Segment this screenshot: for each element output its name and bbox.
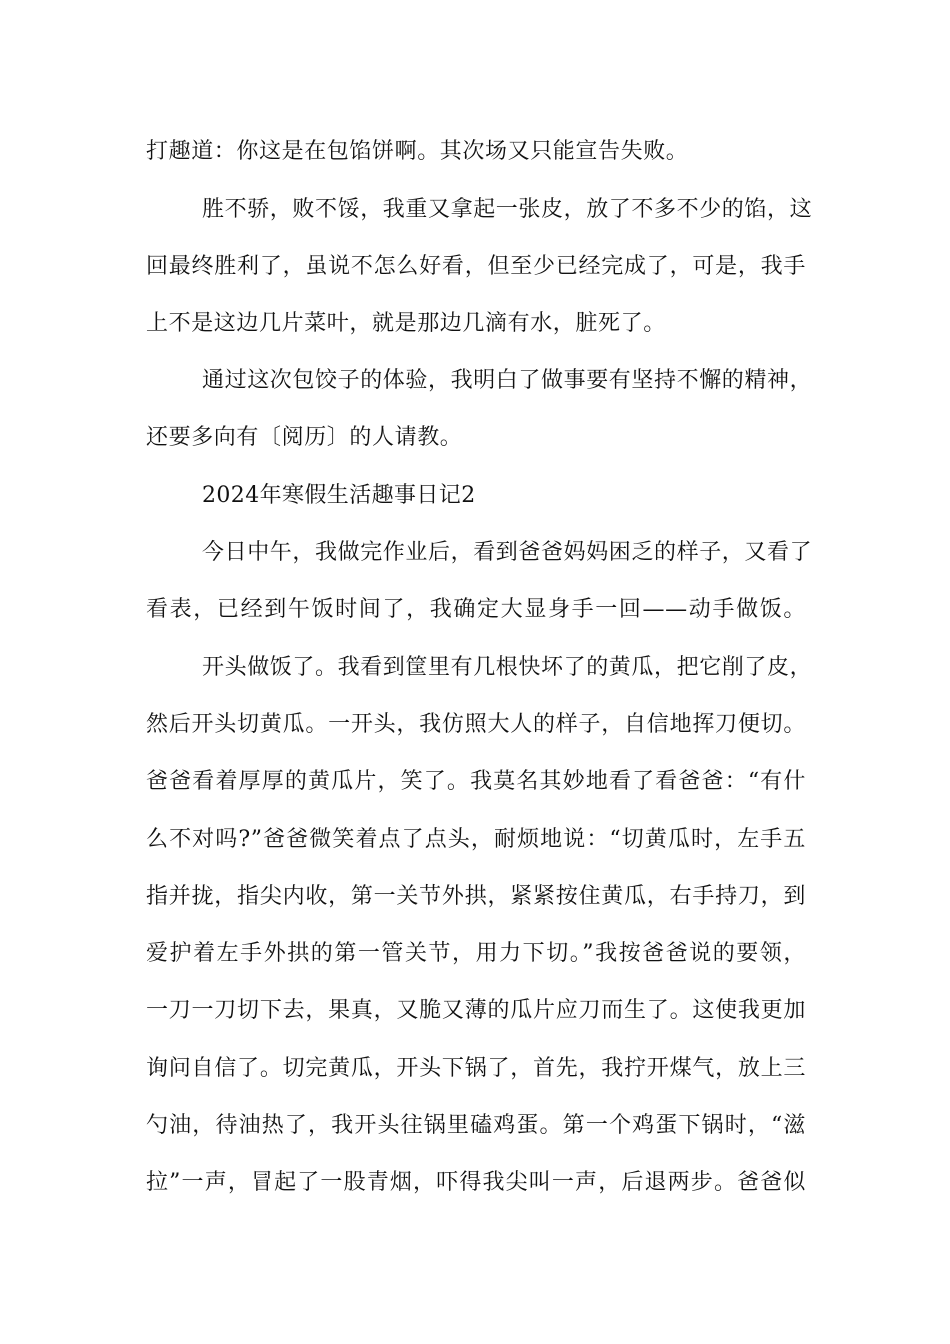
text-line: 爸爸看着厚厚的黄瓜片，笑了。我莫名其妙地看了看爸爸：“有什	[146, 769, 806, 794]
text-line: 询问自信了。切完黄瓜，开头下锅了，首先，我拧开煤气，放上三	[146, 1056, 806, 1081]
text-line: 还要多向有〔阅历〕的人请教。	[146, 425, 463, 450]
text-line: 然后开头切黄瓜。一开头，我仿照大人的样子，自信地挥刀便切。	[146, 712, 806, 737]
paragraph-first-line: 开头做饭了。我看到筐里有几根快坏了的黄瓜，把它削了皮，	[202, 655, 813, 680]
text-line: 回最终胜利了，虽说不怎么好看，但至少已经完成了，可是，我手	[146, 254, 806, 279]
text-line: 打趣道：你这是在包馅饼啊。其次场又只能宣告失败。	[146, 139, 689, 164]
text-line: 看表，已经到午饭时间了，我确定大显身手一回——动手做饭。	[146, 597, 806, 622]
text-line: 勺油，待油热了，我开头往锅里磕鸡蛋。第一个鸡蛋下锅时，“滋	[146, 1113, 806, 1138]
text-line: 拉”一声，冒起了一股青烟，吓得我尖叫一声，后退两步。爸爸似	[146, 1170, 806, 1195]
text-line: 指并拢，指尖内收，第一关节外拱，紧紧按住黄瓜，右手持刀，到	[146, 884, 806, 909]
text-line: 么不对吗?”爸爸微笑着点了点头，耐烦地说：“切黄瓜时，左手五	[146, 827, 806, 852]
section-heading: 2024年寒假生活趣事日记2	[202, 483, 476, 508]
text-line: 爱护着左手外拱的第一管关节，用力下切。”我按爸爸说的要领，	[146, 941, 806, 966]
paragraph-first-line: 通过这次包饺子的体验，我明白了做事要有坚持不懈的精神，	[202, 368, 813, 393]
paragraph-first-line: 今日中午，我做完作业后，看到爸爸妈妈困乏的样子，又看了	[202, 540, 813, 565]
text-line: 上不是这边几片菜叶，就是那边几滴有水，脏死了。	[146, 311, 666, 336]
text-line: 一刀一刀切下去，果真，又脆又薄的瓜片应刀而生了。这使我更加	[146, 998, 806, 1023]
paragraph-first-line: 胜不骄，败不馁，我重又拿起一张皮，放了不多不少的馅，这	[202, 197, 813, 222]
